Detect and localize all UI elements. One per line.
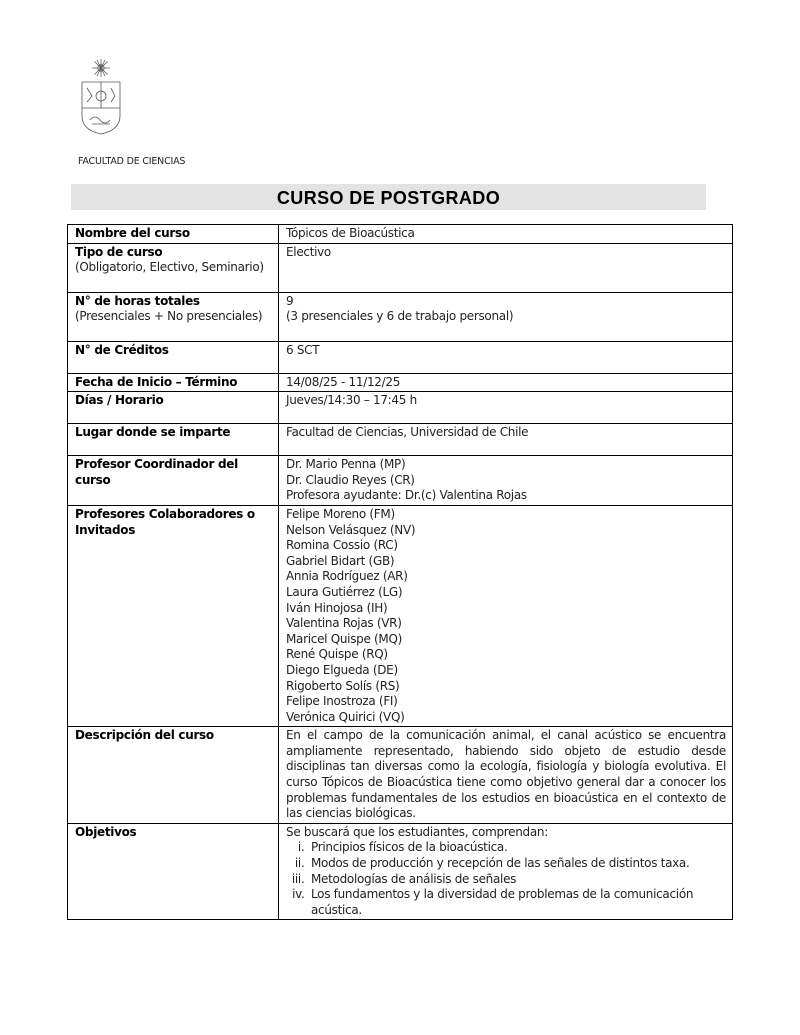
place-label: Lugar donde se imparte bbox=[75, 425, 231, 440]
table-row-total-hours bbox=[68, 292, 733, 341]
objectives-intro: Se buscará que los estudiantes, comprendan: bbox=[286, 824, 548, 839]
objective-item: iii. Metodologías de análisis de señales bbox=[308, 872, 726, 888]
objective-item: ii. Modos de producción y recepción de las señales de distintos taxa. bbox=[308, 856, 726, 872]
total-hours-value: 9 bbox=[286, 293, 294, 308]
schedule-value: Jueves/14:30 – 17:45 h bbox=[279, 392, 733, 424]
description-value: En el campo de la comunicación animal, el canal acústico se encuentra ampliamente representado, habiendo sido objeto de estudio desde disciplinas tan diversas como la ecología, fisiología y biología evolutiva. El curso Tópicos de Bioacústica tiene como objetivo general dar a conocer los problemas fundamentales de los estudios en bioacústica en el contexto de las ciencias biológicas. bbox=[279, 727, 733, 824]
course-name-value: Tópicos de Bioacústica bbox=[279, 225, 733, 244]
collaborator-name: Gabriel Bidart (GB) bbox=[286, 553, 395, 568]
table-row-credits bbox=[68, 341, 733, 373]
collaborator-name: Nelson Velásquez (NV) bbox=[286, 522, 416, 537]
objective-item: i. Principios físicos de la bioacústica. bbox=[308, 840, 726, 856]
collaborator-name: Verónica Quirici (VQ) bbox=[286, 709, 405, 724]
coordinator-label: Profesor Coordinador del curso bbox=[75, 457, 238, 487]
table-row-course-name bbox=[68, 225, 733, 244]
page-title: CURSO DE POSTGRADO bbox=[71, 184, 706, 210]
credits-label: N° de Créditos bbox=[75, 342, 169, 357]
collaborator-name: Annia Rodríguez (AR) bbox=[286, 569, 408, 584]
total-hours-detail: (3 presenciales y 6 de trabajo personal) bbox=[286, 309, 514, 324]
coordinator-line: Profesora ayudante: Dr.(c) Valentina Rojas bbox=[286, 488, 527, 503]
place-value: Facultad de Ciencias, Universidad de Chile bbox=[279, 424, 733, 456]
description-label: Descripción del curso bbox=[75, 728, 214, 743]
course-type-label: Tipo de curso bbox=[75, 244, 163, 259]
collaborator-name: Romina Cossio (RC) bbox=[286, 538, 398, 553]
objectives-list bbox=[286, 840, 726, 918]
collaborator-name: Maricel Quispe (MQ) bbox=[286, 631, 403, 646]
faculty-name: FACULTAD DE CIENCIAS bbox=[78, 156, 186, 167]
total-hours-label: N° de horas totales bbox=[75, 293, 200, 308]
coordinator-line: Dr. Mario Penna (MP) bbox=[286, 457, 406, 472]
course-name-label: Nombre del curso bbox=[75, 226, 190, 240]
course-info-table bbox=[67, 224, 733, 920]
objective-item: iv. Los fundamentos y la diversidad de problemas de la comunicación acústica. bbox=[308, 887, 726, 918]
table-row-schedule bbox=[68, 392, 733, 424]
course-type-value: Electivo bbox=[279, 243, 733, 292]
dates-label: Fecha de Inicio – Término bbox=[75, 374, 238, 389]
collaborators-label: Profesores Colaboradores o Invitados bbox=[75, 506, 255, 537]
schedule-label: Días / Horario bbox=[75, 393, 164, 408]
collaborator-name: Felipe Inostroza (FI) bbox=[286, 694, 398, 709]
table-row-coordinator bbox=[68, 456, 733, 506]
collaborator-name: Felipe Moreno (FM) bbox=[286, 506, 395, 521]
table-row-collaborators bbox=[68, 505, 733, 726]
table-row-course-type bbox=[68, 243, 733, 292]
collaborator-name: René Quispe (RQ) bbox=[286, 647, 388, 662]
table-row-dates bbox=[68, 373, 733, 392]
collaborator-name: Diego Elgueda (DE) bbox=[286, 662, 398, 677]
table-row-place bbox=[68, 424, 733, 456]
collaborator-name: Laura Gutiérrez (LG) bbox=[286, 584, 403, 599]
dates-value: 14/08/25 - 11/12/25 bbox=[279, 373, 733, 392]
total-hours-sublabel: (Presenciales + No presenciales) bbox=[75, 309, 263, 324]
university-crest-logo bbox=[78, 58, 124, 136]
collaborator-name: Rigoberto Solís (RS) bbox=[286, 678, 400, 693]
objectives-label: Objetivos bbox=[75, 824, 137, 839]
collaborator-name: Valentina Rojas (VR) bbox=[286, 616, 402, 631]
course-type-sublabel: (Obligatorio, Electivo, Seminario) bbox=[75, 260, 264, 275]
table-row-description bbox=[68, 727, 733, 824]
table-row-objectives bbox=[68, 823, 733, 920]
collaborator-name: Iván Hinojosa (IH) bbox=[286, 600, 388, 615]
credits-value: 6 SCT bbox=[279, 341, 733, 373]
coordinator-line: Dr. Claudio Reyes (CR) bbox=[286, 472, 415, 487]
